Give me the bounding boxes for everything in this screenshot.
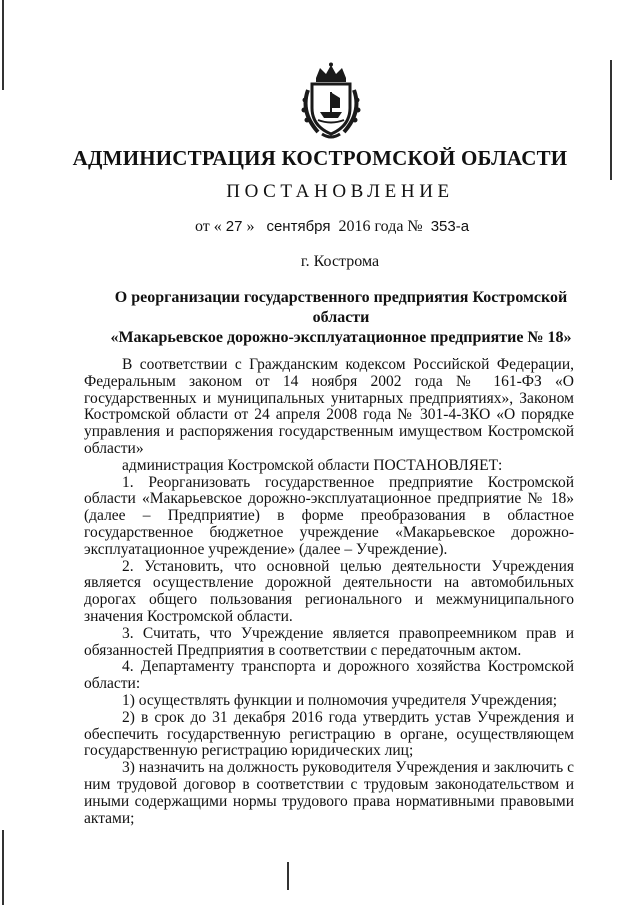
scan-edge-mark [2,830,4,905]
title-line: «Макарьевское дорожно-эксплуатационное предприятие № 18» [110,329,572,346]
paragraph-item-1: 1. Реорганизовать государственное предприятие Костромской области «Макарьевское дорожно-эксплуатационное предприятие № 18» (далее – Предприятие) в форме преобразования в областное государственное бюджетное учреждение «Макарьевское дорожно-эксплуатационное учреждение» (далее – Учреждение). [84,473,574,558]
date-line [195,218,469,236]
document-body [84,357,574,827]
paragraph-subitem-2: 2) в срок до 31 декабря 2016 года утвердить устав Учреждения и обеспечить государственную регистрацию в органе, осуществляющем государственную регистрацию юридических лиц; [84,708,574,760]
date-month: сентября [266,218,331,235]
org-title: АДМИНИСТРАЦИЯ КОСТРОМСКОЙ ОБЛАСТИ [72,146,568,170]
date-mid: » [246,218,255,235]
date-day: 27 [225,218,243,235]
paragraph-subitem-3: 3) назначить на должность руководителя Учреждения и заключить с ним трудовой договор в соответствии с трудовым законодательством и иными содержащими нормы трудового права нормативными правовыми актами; [84,759,574,827]
paragraph-item-3: 3. Считать, что Учреждение является правопреемником прав и обязанностей Предприятия в соответствии с передаточным актом. [84,624,574,659]
city: г. Кострома [300,253,380,270]
doc-number: 353-а [430,218,470,235]
paragraph-preamble: В соответствии с Гражданским кодексом Российской Федерации, Федеральным законом от 14 ноября 2002 года № 161-ФЗ «О государственных и муниципальных унитарных предприятиях», Законом Костромской области от 24 апреля 2008 года № 301-4-ЗКО «О порядке управления и распоряжения государственным имуществом Костромской области» [84,356,574,457]
title-line: О реорганизации государственного предприятия Костромской области [114,289,568,326]
doc-type: ПОСТАНОВЛЕНИЕ [226,181,454,202]
date-prefix: от « [195,218,222,235]
coat-of-arms-emblem [298,62,364,140]
date-year: 2016 года № [338,218,423,235]
paragraph-item-4: 4. Департаменту транспорта и дорожного хозяйства Костромской области: [84,658,574,693]
scan-edge-mark [287,862,289,890]
paragraph-resolves: администрация Костромской области ПОСТАНОВЛЯЕТ: [122,456,503,474]
paragraph-item-2: 2. Установить, что основной целью деятельности Учреждения является осуществление дорожной деятельности на автомобильных дорогах общего пользования регионального и межмуниципального значения Костромской области. [84,557,574,625]
resolution-title [96,288,586,348]
paragraph-subitem-1: 1) осуществлять функции и полномочия учредителя Учреждения; [122,691,558,709]
scan-edge-mark [2,0,4,90]
